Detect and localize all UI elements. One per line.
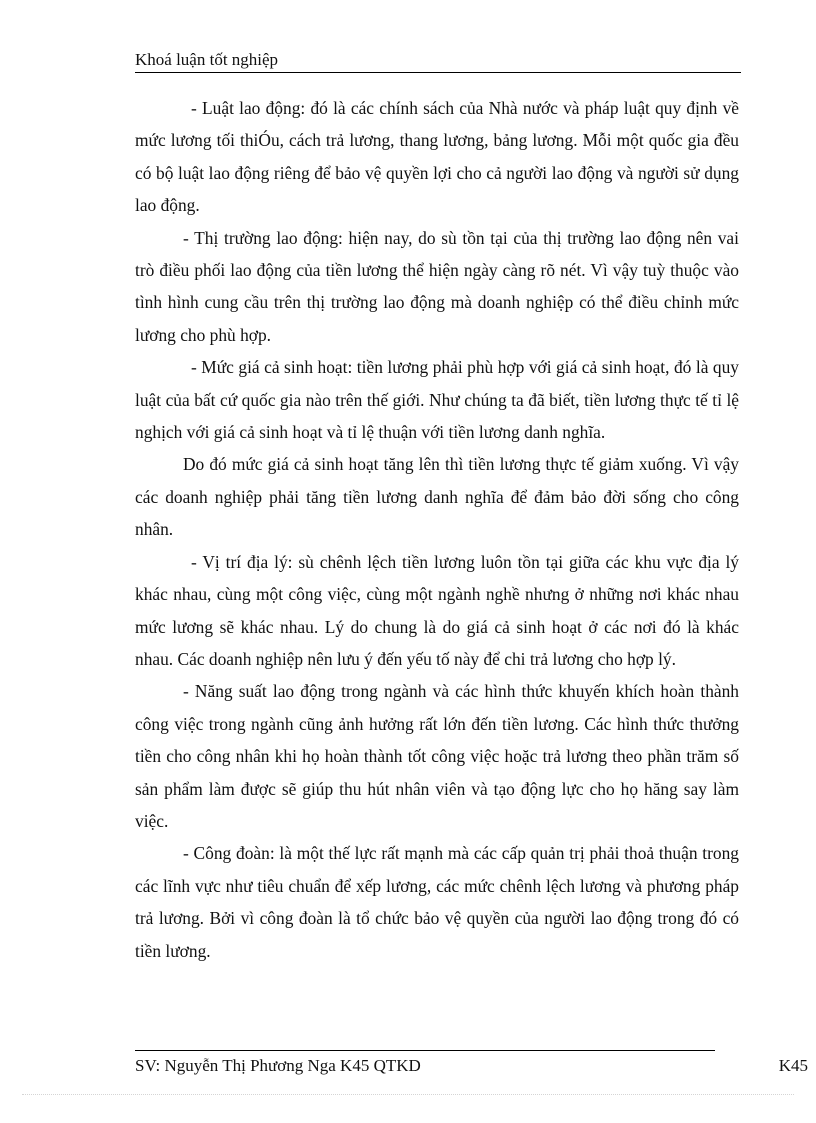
footer-student-info: SV: Nguyễn Thị Phương Nga K45 QTKD <box>135 1056 421 1075</box>
paragraph-labor-market: - Thị trường lao động: hiện nay, do sù tồn tại của thị trường lao động nên vai trò điều phối lao động của tiền lương thể hiện ngày càng rõ nét. Vì vậy tuỳ thuộc vào tình hình cung cầu trên thị trường lao động mà doanh nghiệp có thể điều chỉnh mức lương cho phù hợp. <box>135 227 739 345</box>
page-bottom-edge <box>22 1094 794 1095</box>
document-body <box>135 92 739 967</box>
paragraph-trade-union: - Công đoàn: là một thế lực rất mạnh mà các cấp quản trị phải thoả thuận trong các lĩnh vực như tiêu chuẩn để xếp lương, các mức chênh lệch lương và phương pháp trả lương. Bởi vì công đoàn là tổ chức bảo vệ quyền của người lao động trong đó có tiền lương. <box>135 843 739 961</box>
page-header: Khoá luận tốt nghiệp <box>135 50 741 73</box>
paragraph-geographic-location: - Vị trí địa lý: sù chênh lệch tiền lương luôn tồn tại giữa các khu vực địa lý khác nhau, cùng một công việc, cùng một ngành nghề nhưng ở những nơi khác nhau mức lương sẽ khác nhau. Lý do chung là do giá cả sinh hoạt ở các nơi đó là khác nhau. Các doanh nghiệp nên lưu ý đến yếu tố này để chi trả lương cho hợp lý. <box>135 551 739 669</box>
paragraph-labor-law: - Luật lao động: đó là các chính sách của Nhà nước và pháp luật quy định về mức lương tối thiÓu, cách trả lương, thang lương, bảng lương. Mỗi một quốc gia đều có bộ luật lao động riêng để bảo vệ quyền lợi cho cả người lao động và người sử dụng lao động. <box>135 98 739 216</box>
paragraph-cost-of-living: - Mức giá cả sinh hoạt: tiền lương phải phù hợp với giá cả sinh hoạt, đó là quy luật của bất cứ quốc gia nào trên thế giới. Như chúng ta đã biết, tiền lương thực tế tỉ lệ nghịch với giá cả sinh hoạt và tỉ lệ thuận với tiền lương danh nghĩa. <box>135 357 739 443</box>
paragraph-real-wage-decrease: Do đó mức giá cả sinh hoạt tăng lên thì tiền lương thực tế giảm xuống. Vì vậy các doanh nghiệp phải tăng tiền lương danh nghĩa để đảm bảo đời sống cho công nhân. <box>135 454 739 540</box>
paragraph-labor-productivity: - Năng suất lao động trong ngành và các hình thức khuyến khích hoàn thành công việc trong ngành cũng ảnh hưởng rất lớn đến tiền lương. Các hình thức thưởng tiền cho công nhân khi họ hoàn thành tốt công việc hoặc trả lương theo phần trăm số sản phẩm làm được sẽ giúp thu hút nhân viên và tạo động lực cho họ hăng say làm việc. <box>135 681 739 831</box>
footer-divider <box>135 1050 715 1051</box>
footer-class-code: K45 <box>778 1056 808 1075</box>
